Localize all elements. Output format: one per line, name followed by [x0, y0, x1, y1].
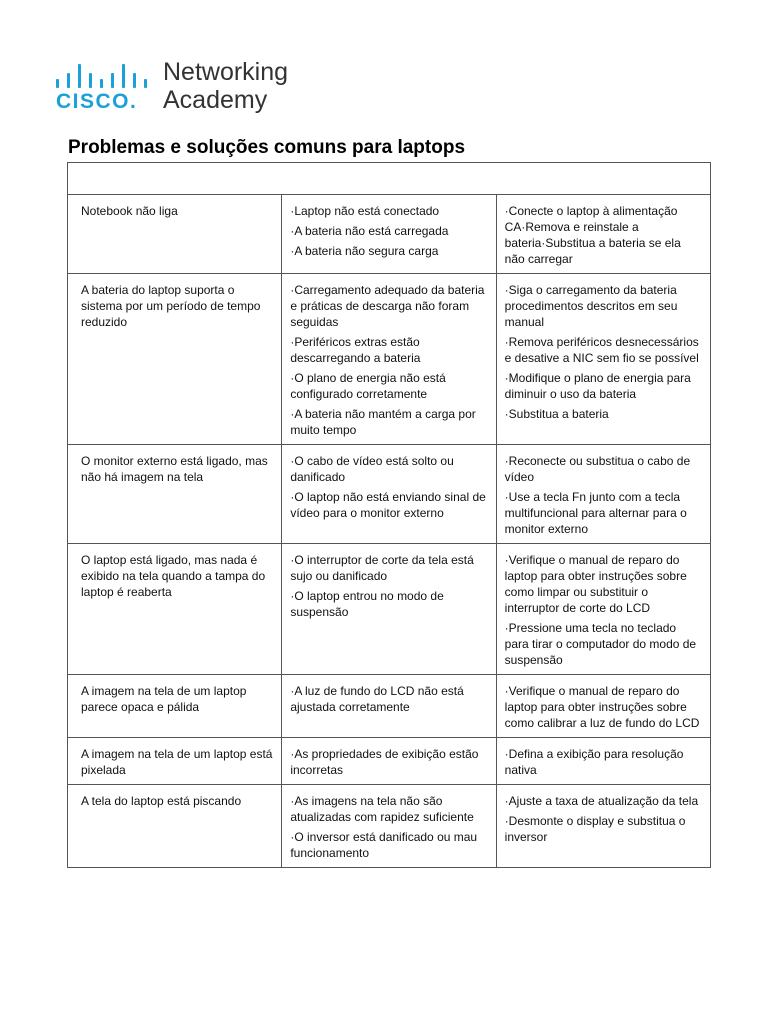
cause-item: ·As propriedades de exibição estão incorretas [290, 747, 479, 777]
solution-item: ·Modifique o plano de energia para diminuir o uso da bateria [504, 371, 691, 401]
solution-item: ·Remova periféricos desnecessários e desative a NIC sem fio se possível [504, 335, 699, 365]
solutions-cell [496, 195, 710, 274]
causes-cell [282, 785, 496, 868]
causes-cell [282, 274, 496, 445]
table-row [68, 785, 711, 868]
header-cell [68, 163, 711, 195]
problem-cell: A tela do laptop está piscando [68, 785, 282, 868]
solution-item: ·Siga o carregamento da bateria procedimentos descritos em seu manual [504, 283, 678, 329]
problem-cell: Notebook não liga [68, 195, 282, 274]
cause-item: ·O plano de energia não está configurado corretamente [290, 371, 446, 401]
cause-item: ·A bateria não está carregada [290, 224, 449, 238]
solutions-cell [496, 675, 710, 738]
problem-cell: O monitor externo está ligado, mas não há imagem na tela [68, 445, 282, 544]
causes-cell [282, 195, 496, 274]
causes-cell [282, 544, 496, 675]
solutions-cell [496, 785, 710, 868]
solution-item: ·Pressione uma tecla no teclado para tirar o computador do modo de suspensão [504, 621, 697, 667]
solution-item: ·Defina a exibição para resolução nativa [504, 747, 684, 777]
cause-item: ·Carregamento adequado da bateria e práticas de descarga não foram seguidas [290, 283, 485, 329]
problem-cell: A bateria do laptop suporta o sistema por um período de tempo reduzido [68, 274, 282, 445]
solution-item: ·Reconecte ou substitua o cabo de vídeo [504, 454, 691, 484]
solution-item: ·Verifique o manual de reparo do laptop para obter instruções sobre como calibrar a luz de fundo do LCD [504, 684, 700, 730]
causes-cell [282, 738, 496, 785]
solution-item: ·Conecte o laptop à alimentação CA·Remova e reinstale a bateria·Substitua a bateria se ela não carregar [504, 204, 681, 266]
solution-item: ·Ajuste a taxa de atualização da tela [504, 794, 699, 808]
table-row [68, 738, 711, 785]
troubleshooting-table [67, 162, 711, 868]
problem-cell: A imagem na tela de um laptop parece opaca e pálida [68, 675, 282, 738]
cause-item: ·A bateria não segura carga [290, 244, 439, 258]
solution-item: ·Desmonte o display e substitua o inversor [504, 814, 686, 844]
problem-cell: O laptop está ligado, mas nada é exibido na tela quando a tampa do laptop é reaberta [68, 544, 282, 675]
cause-item: ·O cabo de vídeo está solto ou danificado [290, 454, 454, 484]
logo-networking: Networking [163, 58, 289, 86]
table-header-row [68, 163, 711, 195]
solutions-cell [496, 738, 710, 785]
cisco-bars-icon [56, 62, 154, 88]
table-row [68, 445, 711, 544]
solution-item: ·Use a tecla Fn junto com a tecla multifuncional para alternar para o monitor externo [504, 490, 687, 536]
solutions-cell [496, 544, 710, 675]
solutions-cell [496, 445, 710, 544]
cause-item: ·A bateria não mantém a carga por muito tempo [290, 407, 476, 437]
solution-item: ·Substitua a bateria [504, 407, 609, 421]
cause-item: ·O interruptor de corte da tela está sujo ou danificado [290, 553, 474, 583]
page-title: Problemas e soluções comuns para laptops [68, 137, 466, 158]
problem-cell: A imagem na tela de um laptop está pixelada [68, 738, 282, 785]
cause-item: ·O laptop não está enviando sinal de vídeo para o monitor externo [290, 490, 486, 520]
cause-item: ·O laptop entrou no modo de suspensão [290, 589, 444, 619]
cisco-wordmark: CISCO. [56, 90, 138, 113]
table-row [68, 195, 711, 274]
cisco-networking-academy-logo [56, 58, 316, 118]
cause-item: ·As imagens na tela não são atualizadas com rapidez suficiente [290, 794, 474, 824]
cause-item: ·Periféricos extras estão descarregando a bateria [290, 335, 421, 365]
solutions-cell [496, 274, 710, 445]
table-row [68, 274, 711, 445]
table-row [68, 544, 711, 675]
cause-item: ·A luz de fundo do LCD não está ajustada corretamente [290, 684, 464, 714]
solution-item: ·Verifique o manual de reparo do laptop para obter instruções sobre como limpar ou substituir o interruptor de corte do LCD [504, 553, 687, 615]
logo-academy: Academy [163, 86, 268, 114]
cause-item: ·O inversor está danificado ou mau funcionamento [290, 830, 478, 860]
cause-item: ·Laptop não está conectado [290, 204, 440, 218]
table-row [68, 675, 711, 738]
causes-cell [282, 675, 496, 738]
causes-cell [282, 445, 496, 544]
